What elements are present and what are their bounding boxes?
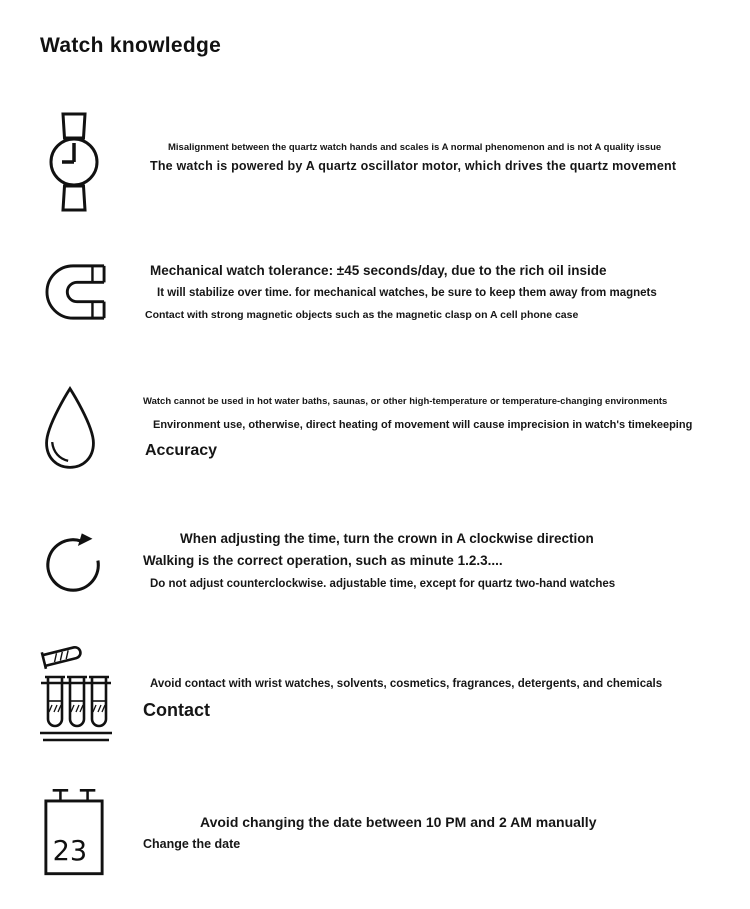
tolerance-headline: Mechanical watch tolerance: ±45 seconds/day, due to the rich oil inside	[150, 263, 607, 278]
section-contact	[143, 678, 662, 721]
section-change-date	[143, 814, 596, 852]
section-quartz-movement	[143, 142, 676, 174]
heating-warning-line: Environment use, otherwise, direct heating of movement will cause imprecision in watch's timekeeping	[153, 419, 693, 432]
clockwise-arrow-icon	[42, 524, 108, 602]
date-change-warning-line: Avoid changing the date between 10 PM and 2 AM manually	[200, 814, 597, 830]
accuracy-heading: Accuracy	[145, 441, 218, 459]
section-accuracy	[143, 396, 692, 460]
quartz-note-line: Misalignment between the quartz watch hands and scales is A normal phenomenon and is not A quality issue	[168, 142, 662, 153]
calendar-day-number: 23	[52, 836, 88, 868]
section-magnetism	[143, 263, 657, 322]
page-title: Watch knowledge	[40, 34, 222, 57]
contact-heading: Contact	[143, 699, 210, 720]
change-date-heading: Change the date	[143, 836, 241, 851]
calendar-icon	[42, 786, 106, 878]
quartz-main-line: The watch is powered by A quartz oscillator motor, which drives the quartz movement	[150, 159, 677, 174]
water-drop-icon	[40, 383, 100, 473]
watch-icon	[42, 112, 106, 212]
magnet-warning-line: It will stabilize over time. for mechanical watches, be sure to keep them away from magnets	[157, 287, 657, 300]
magnet-contact-line: Contact with strong magnetic objects such as the magnetic clasp on A cell phone case	[145, 308, 579, 321]
magnet-icon	[44, 262, 108, 322]
counterclockwise-warning-line: Do not adjust counterclockwise. adjustable time, except for quartz two-hand watches	[150, 578, 616, 591]
section-adjusting-time	[143, 531, 615, 592]
crown-direction-headline: When adjusting the time, turn the crown in A clockwise direction	[180, 531, 594, 546]
chemicals-warning-line: Avoid contact with wrist watches, solvents, cosmetics, fragrances, detergents, and chemicals	[150, 678, 663, 690]
hot-water-warning-line: Watch cannot be used in hot water baths, saunas, or other high-temperature or temperature-changing environments	[143, 396, 668, 407]
test-tubes-icon	[38, 642, 114, 746]
correct-operation-line: Walking is the correct operation, such as minute 1.2.3....	[143, 553, 503, 569]
